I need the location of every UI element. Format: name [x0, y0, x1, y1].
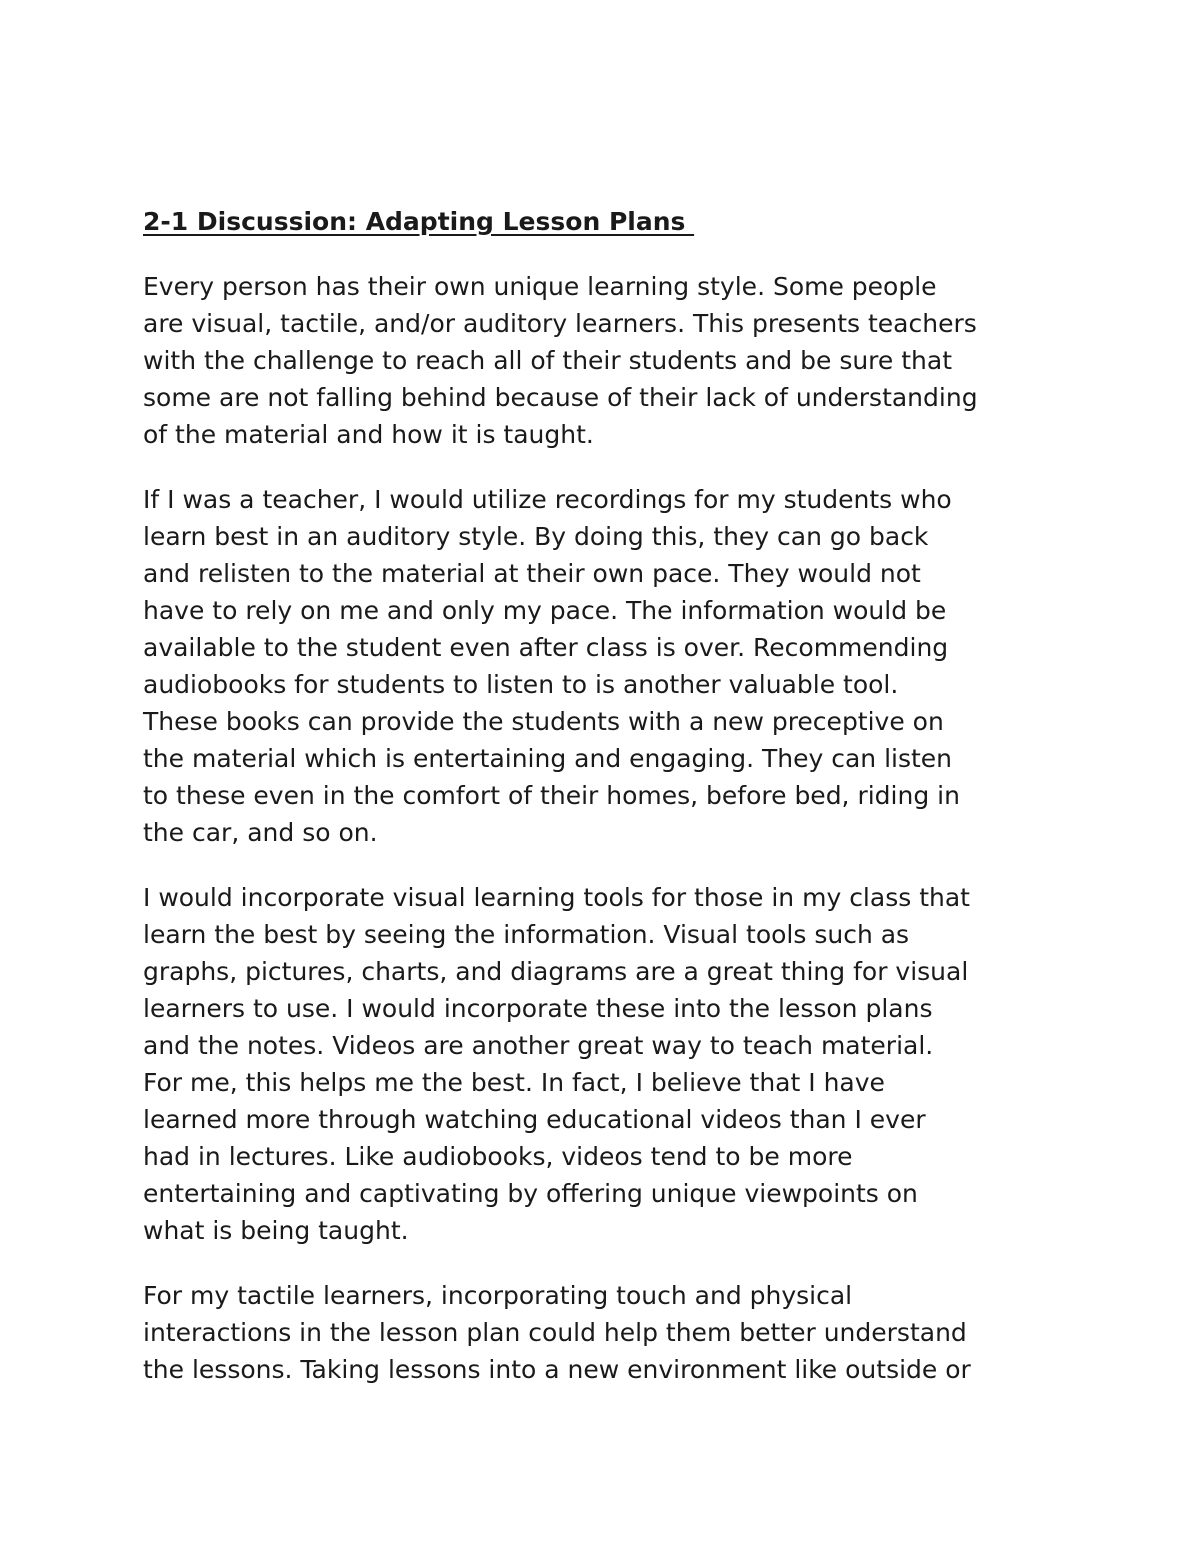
paragraph	[143, 268, 1083, 453]
text-line: what is being taught.	[143, 1216, 409, 1245]
text-line: some are not falling behind because of their lack of understanding	[143, 383, 978, 412]
text-line: had in lectures. Like audiobooks, videos tend to be more	[143, 1142, 853, 1171]
text-line: of the material and how it is taught.	[143, 420, 594, 449]
text-line: These books can provide the students with a new preceptive on	[143, 707, 944, 736]
text-line: the car, and so on.	[143, 818, 378, 847]
text-line: Every person has their own unique learning style. Some people	[143, 272, 937, 301]
paragraph	[143, 1277, 1083, 1388]
paragraph	[143, 481, 1083, 851]
text-line: entertaining and captivating by offering unique viewpoints on	[143, 1179, 918, 1208]
document-body	[143, 203, 1083, 1416]
text-line: audiobooks for students to listen to is another valuable tool.	[143, 670, 899, 699]
text-line: I would incorporate visual learning tools for those in my class that	[143, 883, 970, 912]
paragraph	[143, 879, 1083, 1249]
text-line: the material which is entertaining and engaging. They can listen	[143, 744, 953, 773]
text-line: available to the student even after class is over. Recommending	[143, 633, 949, 662]
text-line: learned more through watching educational videos than I ever	[143, 1105, 926, 1134]
text-line: and relisten to the material at their own pace. They would not	[143, 559, 921, 588]
text-line: For my tactile learners, incorporating touch and physical	[143, 1281, 853, 1310]
text-line: interactions in the lesson plan could help them better understand	[143, 1318, 967, 1347]
text-line: learn best in an auditory style. By doing this, they can go back	[143, 522, 929, 551]
document-title: 2-1 Discussion: Adapting Lesson Plans	[143, 207, 695, 236]
text-line: learners to use. I would incorporate these into the lesson plans	[143, 994, 933, 1023]
text-line: the lessons. Taking lessons into a new environment like outside or	[143, 1355, 971, 1384]
text-line: to these even in the comfort of their homes, before bed, riding in	[143, 781, 960, 810]
text-line: If I was a teacher, I would utilize recordings for my students who	[143, 485, 952, 514]
text-line: For me, this helps me the best. In fact, I believe that I have	[143, 1068, 885, 1097]
text-line: with the challenge to reach all of their students and be sure that	[143, 346, 953, 375]
text-line: are visual, tactile, and/or auditory learners. This presents teachers	[143, 309, 977, 338]
text-line: have to rely on me and only my pace. The information would be	[143, 596, 947, 625]
text-line: learn the best by seeing the information. Visual tools such as	[143, 920, 910, 949]
text-line: and the notes. Videos are another great way to teach material.	[143, 1031, 934, 1060]
text-line: graphs, pictures, charts, and diagrams are a great thing for visual	[143, 957, 969, 986]
